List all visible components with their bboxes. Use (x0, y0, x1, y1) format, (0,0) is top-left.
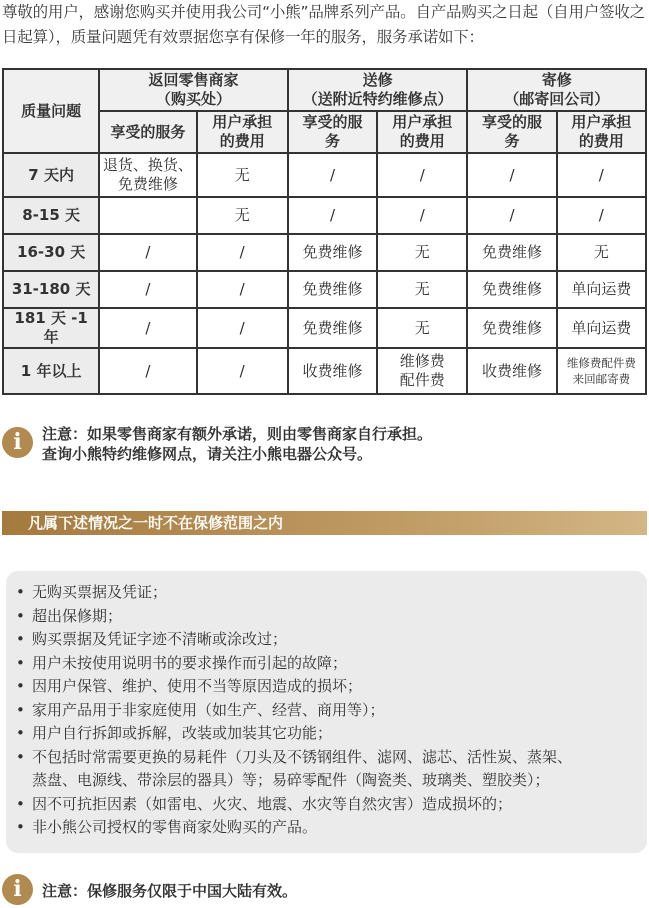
table-row (3, 348, 646, 394)
header-quality-issue: 质量问题 (3, 69, 99, 153)
list-item: • 因不可抗拒因素（如雷电、火灾、地震、水灾等自然灾害）造成损坏的； (16, 794, 513, 813)
list-item: • 用户未按使用说明书的要求操作而引起的故障； (16, 653, 348, 672)
exclusions-banner (2, 511, 647, 535)
table-cell: 单向运费 (557, 271, 646, 308)
list-item: • 因用户保管、维护、使用不当等原因造成的损坏； (16, 677, 363, 695)
table-cell: / (288, 153, 377, 197)
table-cell: / (197, 348, 288, 394)
table-cell: 单向运费 (557, 308, 646, 348)
table-cell: / (467, 153, 556, 197)
table-row (3, 234, 646, 271)
header-group-repair-point: 送修 （送附近特约维修点） (288, 69, 468, 111)
table-row (3, 271, 646, 308)
table-cell: / (377, 153, 467, 197)
table-cell: / (99, 271, 196, 308)
table-row (3, 153, 646, 197)
table-cell: 免费维修 (467, 271, 556, 308)
list-item: • 无购买票据及凭证； (16, 583, 168, 601)
table-cell: 无 (197, 197, 288, 234)
table-cell: / (557, 197, 646, 234)
table-row (3, 308, 646, 348)
table-cell: / (99, 234, 196, 271)
info-icon: i (2, 427, 33, 458)
list-item: • 超出保修期； (16, 606, 123, 625)
row-period: 8-15 天 (3, 197, 99, 234)
table-cell: / (377, 197, 467, 234)
table-cell: 无 (377, 271, 467, 308)
row-period: 1 年以上 (3, 348, 99, 394)
note-line: 注意：如果零售商家有额外承诺，则由零售商家自行承担。 (42, 425, 433, 443)
table-cell: 免费维修 (288, 234, 377, 271)
list-item: • 不包括时常需要更换的易耗件（刀头及不锈钢组件、滤网、滤芯、活性炭、蒸架、 蒸盘、电源线、带涂层的器具）等；易碎零配件（陶瓷类、玻璃类、塑胶类）； (16, 747, 573, 789)
header-service: 享受的服 务 (288, 111, 377, 153)
header-service: 享受的服务 (99, 111, 196, 153)
table-cell: 收费维修 (288, 348, 377, 394)
list-item: • 非小熊公司授权的零售商家处购买的产品。 (16, 818, 318, 836)
note-retailer (2, 424, 647, 464)
table-cell: / (197, 234, 288, 271)
table-cell: / (99, 308, 196, 348)
table-cell: 无 (557, 234, 646, 271)
table-cell: 免费维修 (288, 271, 377, 308)
row-period: 16-30 天 (3, 234, 99, 271)
header-user-cost: 用户承担 的费用 (377, 111, 467, 153)
intro-paragraph: 尊敬的用户，感谢您购买并使用我公司“小熊”品牌系列产品。自产品购买之日起（自用户签收之日起算），质量问题凭有效票据您享有保修一年的服务，服务承诺如下： (2, 3, 645, 46)
table-cell: / (467, 197, 556, 234)
table-cell: 免费维修 (467, 308, 556, 348)
table-cell: 收费维修 (467, 348, 556, 394)
exclusions-list (16, 581, 642, 840)
table-cell (99, 197, 196, 234)
row-period: 181 天 -1 年 (3, 308, 99, 348)
table-cell: 免费维修 (288, 308, 377, 348)
table-row (3, 197, 646, 234)
table-cell: / (197, 308, 288, 348)
header-user-cost: 用户承担 的费用 (197, 111, 288, 153)
table-cell: 无 (377, 308, 467, 348)
table-cell: 维修费配件费 来回邮寄费 (557, 348, 646, 394)
banner-title: 凡属下述情况之一时不在保修范围之内 (28, 514, 284, 532)
table-cell: 无 (377, 234, 467, 271)
list-item: • 购买票据及凭证字迹不清晰或涂改过； (16, 630, 288, 648)
exclusions-panel (6, 571, 647, 853)
header-user-cost: 用户承担 的费用 (557, 111, 646, 153)
warranty-table (2, 68, 647, 395)
row-period: 31-180 天 (3, 271, 99, 308)
table-cell: 维修费 配件费 (377, 348, 467, 394)
table-cell: / (288, 197, 377, 234)
note-line: 查询小熊特约维修网点，请关注小熊电器公众号。 (42, 445, 373, 463)
table-cell: / (197, 271, 288, 308)
row-period: 7 天内 (3, 153, 99, 197)
table-cell: / (557, 153, 646, 197)
header-group-mail-in: 寄修 （邮寄回公司） (467, 69, 646, 111)
header-group-retailer: 返回零售商家 （购买处） (99, 69, 288, 111)
note-mainland (2, 872, 647, 908)
info-icon: i (2, 874, 33, 905)
list-item: • 用户自行拆卸或拆解，改装或加装其它功能； (16, 724, 333, 742)
table-cell: 无 (197, 153, 288, 197)
list-item: • 家用产品用于非家庭使用（如生产、经营、商用等）； (16, 700, 385, 719)
table-cell: 免费维修 (467, 234, 556, 271)
table-cell: 退货、换货、 免费维修 (99, 153, 196, 197)
header-service: 享受的服 务 (467, 111, 556, 153)
note-line: 注意：保修服务仅限于中国大陆有效。 (42, 882, 298, 900)
table-cell: / (99, 348, 196, 394)
